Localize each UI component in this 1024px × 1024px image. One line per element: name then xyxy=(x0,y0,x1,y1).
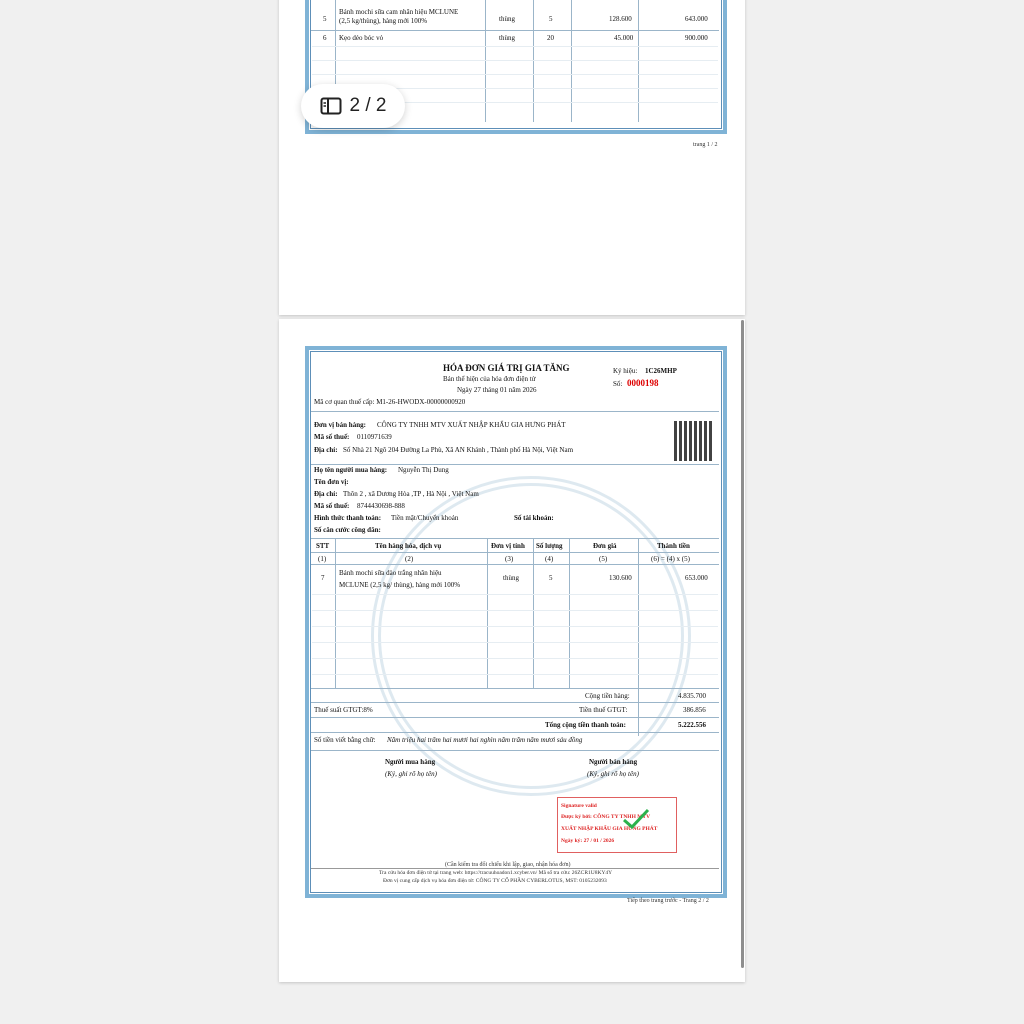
row-stt: 6 xyxy=(323,34,327,42)
vat-value: 386.856 xyxy=(683,706,706,714)
subtotal-value: 4.835.700 xyxy=(678,692,706,700)
buyer-name: Nguyễn Thị Dung xyxy=(398,466,449,474)
grand-total-value: 5.222.556 xyxy=(678,721,706,729)
subtotal-label: Cộng tiền hàng: xyxy=(585,692,630,700)
seller-tax-code: 0110971639 xyxy=(357,433,392,441)
header-stt: STT xyxy=(316,542,330,550)
row-name: Bánh mochi sữa cam nhãn hiệu MCLUNE xyxy=(339,8,459,16)
row-unit: thùng xyxy=(499,34,515,42)
payment-method: Tiền mặt/Chuyển khoản xyxy=(391,514,459,522)
seller-address-label: Địa chỉ: xyxy=(314,446,338,454)
row-unit: thùng xyxy=(503,574,519,582)
vat-label: Tiền thuế GTGT: xyxy=(579,706,628,714)
seller-signature-note: (Ký, ghi rõ họ tên) xyxy=(587,770,639,778)
buyer-tax-label: Mã số thuế: xyxy=(314,502,350,510)
symbol-label: Ký hiệu: xyxy=(613,367,638,375)
page-indicator-label: 2 / 2 xyxy=(349,95,387,116)
row-name-cont: (2,5 kg/thùng), hàng mới 100% xyxy=(339,17,428,25)
row-total: 900.000 xyxy=(685,34,708,42)
header-total: Thành tiền xyxy=(657,542,690,550)
row-price: 130.600 xyxy=(609,574,632,582)
header-qty: Số lượng xyxy=(536,542,563,550)
row-qty: 5 xyxy=(549,574,553,582)
check-note: (Cần kiểm tra đối chiếu khi lập, giao, nhận hóa đơn) xyxy=(445,862,571,868)
service-provider: Đơn vị cung cấp dịch vụ hóa đơn điện tử: CÔNG TY CỔ PHẦN CYBERLOTUS, MST: 0105232093 xyxy=(383,878,607,884)
seller-address: Số Nhà 21 Ngõ 204 Đường La Phù, Xã AN Khánh , Thành phố Hà Nội, Việt Nam xyxy=(343,446,574,454)
subheader-unit: (3) xyxy=(505,555,514,563)
row-qty: 20 xyxy=(547,34,554,42)
subheader-total: (6) = (4) x (5) xyxy=(651,555,690,563)
signed-date: Ngày ký: 27 / 01 / 2026 xyxy=(561,838,615,844)
digital-signature-box xyxy=(557,797,677,853)
subheader-price: (5) xyxy=(599,555,608,563)
signed-by-cont: XUẤT NHẬP KHẨU GIA HƯNG PHÁT xyxy=(561,826,658,832)
buyer-signature-title: Người mua hàng xyxy=(385,758,436,766)
row-price: 45.000 xyxy=(614,34,634,42)
signed-by: Được ký bởi: CÔNG TY TNHH MTV xyxy=(561,814,651,820)
row-stt: 7 xyxy=(321,574,325,582)
document-page-1 xyxy=(279,0,745,315)
subheader-item: (2) xyxy=(405,555,414,563)
grand-total-label: Tổng cộng tiền thanh toán: xyxy=(545,721,626,729)
header-price: Đơn giá xyxy=(593,542,617,550)
header-unit: Đơn vị tính xyxy=(491,542,525,550)
page-footer: Tiếp theo trang trước - Trang 2 / 2 xyxy=(627,898,709,904)
invoice-number: 0000198 xyxy=(627,378,659,388)
buyer-label: Họ tên người mua hàng: xyxy=(314,466,388,474)
number-label: Số: xyxy=(613,380,623,388)
buyer-signature-note: (Ký, ghi rõ họ tên) xyxy=(385,770,437,778)
unit-label: Tên đơn vị: xyxy=(314,478,349,486)
watermark-emblem xyxy=(371,476,691,796)
invoice-date: Ngày 27 tháng 01 năm 2026 xyxy=(457,386,537,394)
scrollbar[interactable] xyxy=(741,320,744,968)
amount-in-words: Năm triệu hai trăm hai mươi hai nghìn năm trăm năm mươi sáu đồng xyxy=(387,736,583,744)
row-price: 128.600 xyxy=(609,15,632,23)
row-total: 653.000 xyxy=(685,574,708,582)
header-item: Tên hàng hóa, dịch vụ xyxy=(375,542,442,550)
lookup-info: Tra cứu hóa đơn điện tử tại trang web: https://tracuuhoadon1.xcyber.vn/ Mã số tra cứu: 26ZCR1U8KY4Y xyxy=(379,870,613,876)
row-name: Kẹo dẻo bóc vỏ xyxy=(339,34,384,42)
invoice-title: HÓA ĐƠN GIÁ TRỊ GIA TĂNG xyxy=(443,363,570,373)
seller-name: CÔNG TY TNHH MTV XUẤT NHẬP KHẨU GIA HƯNG PHÁT xyxy=(377,421,566,429)
subheader-stt: (1) xyxy=(318,555,327,563)
subheader-qty: (4) xyxy=(545,555,554,563)
document-page-2 xyxy=(279,319,745,982)
row-total: 643.000 xyxy=(685,15,708,23)
amount-in-words-label: Số tiền viết bằng chữ: xyxy=(314,736,376,744)
invoice-subtitle: Bản thể hiện của hóa đơn điện tử xyxy=(443,375,536,383)
signature-valid: Signature valid xyxy=(561,803,597,809)
citizen-id-label: Số căn cước công dân: xyxy=(314,526,381,534)
tax-authority-code: Mã cơ quan thuế cấp: M1-26-HWODX-00000000920 xyxy=(314,398,466,406)
seller-signature-title: Người bán hàng xyxy=(589,758,638,766)
page-indicator[interactable] xyxy=(301,84,405,128)
account-label: Số tài khoản: xyxy=(514,514,554,522)
buyer-tax-code: 8744430698-888 xyxy=(357,502,405,510)
qr-code xyxy=(674,421,714,461)
row-name: Bánh mochi sữa dào trắng nhãn hiệu xyxy=(339,569,442,577)
payment-label: Hình thức thanh toán: xyxy=(314,514,382,522)
row-unit: thùng xyxy=(499,15,515,23)
row-name-cont: MCLUNE (2,5 kg/ thùng), hàng mới 100% xyxy=(339,581,461,589)
invoice-frame-page-2 xyxy=(305,346,727,898)
row-qty: 5 xyxy=(549,15,553,23)
vat-rate: Thuế suất GTGT:8% xyxy=(314,706,373,714)
invoice-symbol: 1C26MHP xyxy=(645,367,677,375)
checkmark-icon xyxy=(622,808,650,830)
page-list-icon xyxy=(320,97,342,115)
seller-label: Đơn vị bán hàng: xyxy=(314,421,366,429)
seller-tax-label: Mã số thuế: xyxy=(314,433,350,441)
buyer-address-label: Địa chỉ: xyxy=(314,490,338,498)
buyer-address: Thôn 2 , xã Dương Hòa ,TP , Hà Nội , Việt Nam xyxy=(343,490,479,498)
row-stt: 5 xyxy=(323,15,327,23)
page-footer: trang 1 / 2 xyxy=(693,142,718,148)
